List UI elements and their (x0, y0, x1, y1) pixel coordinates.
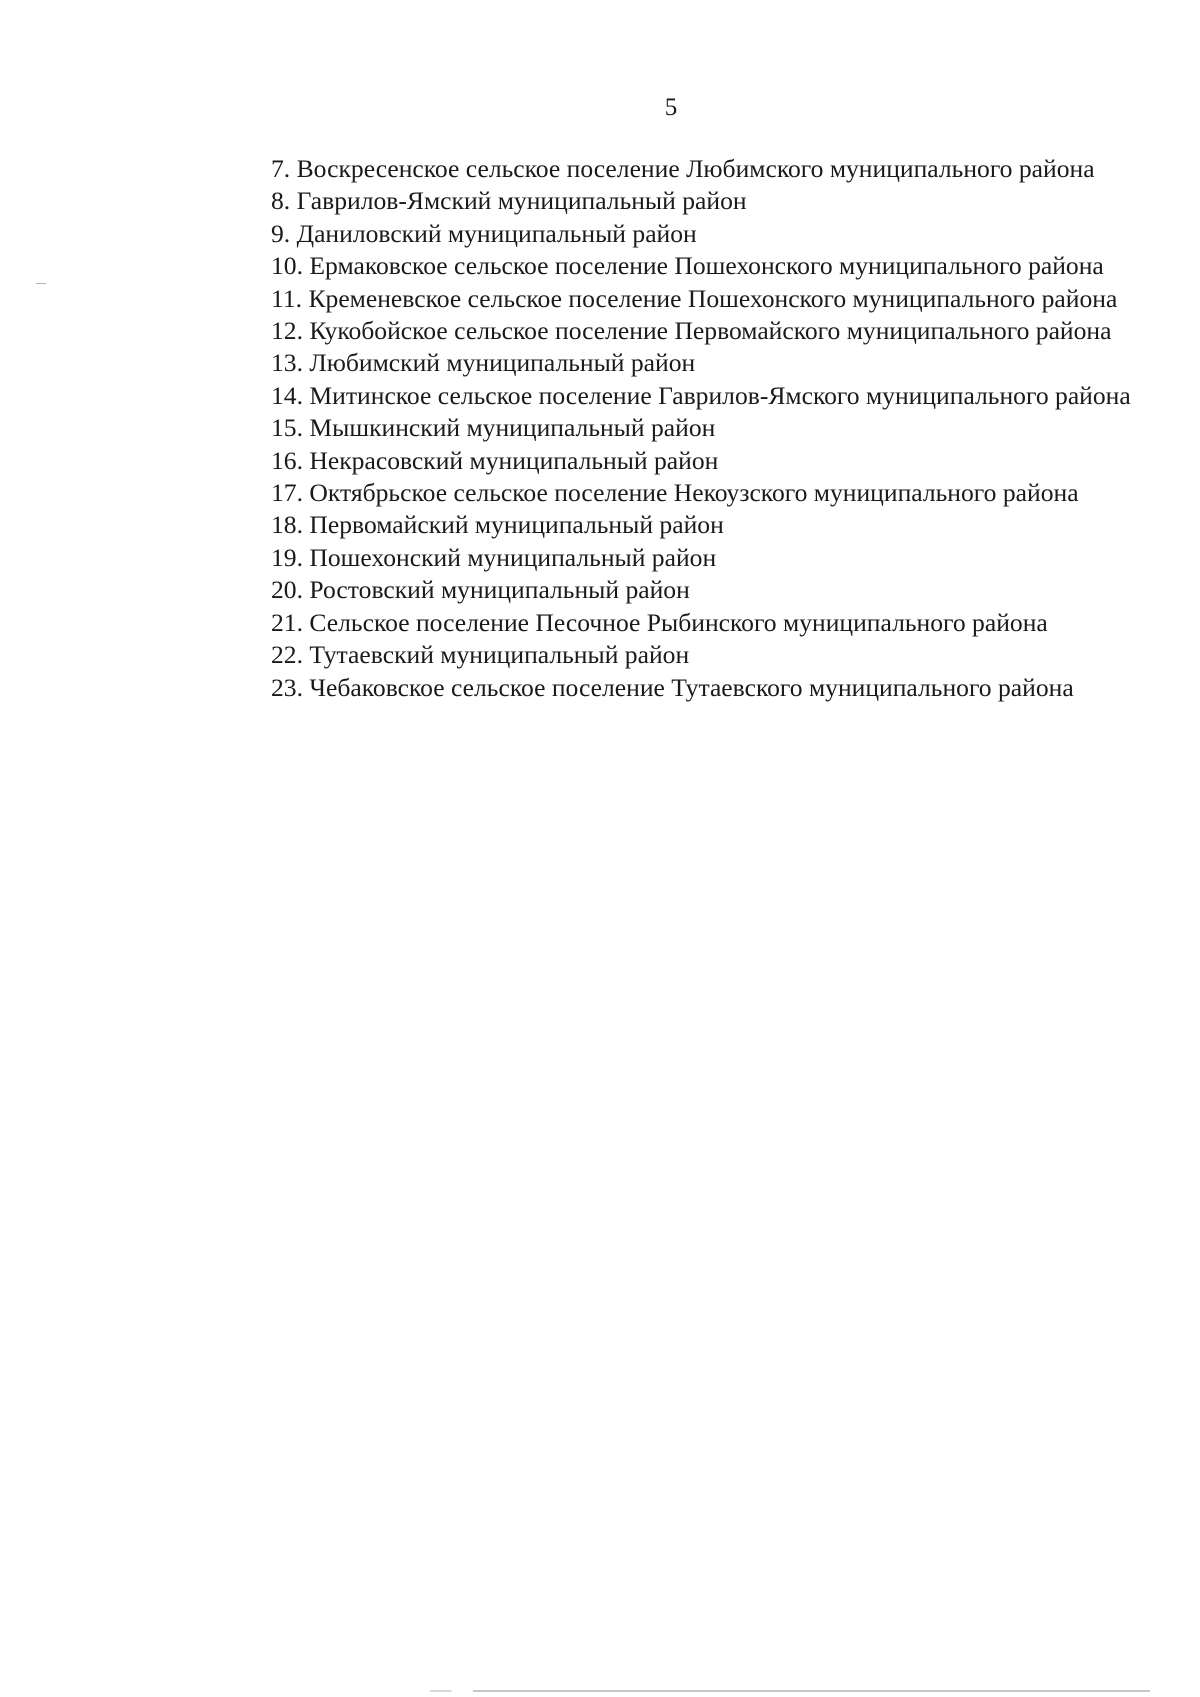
item-number: 13. (271, 348, 303, 378)
item-text: Некрасовский муниципальный район (309, 445, 719, 475)
item-text: Ростовский муниципальный район (309, 575, 690, 605)
municipality-list (197, 153, 1135, 704)
item-number: 17. (271, 478, 303, 508)
item-number: 14. (271, 380, 303, 410)
item-text: Мышкинский муниципальный район (309, 413, 716, 443)
item-text: Ермаковское сельское поселение Пошехонского муниципального района (309, 251, 1104, 281)
list-item (197, 542, 1135, 574)
item-number: 16. (271, 445, 303, 475)
page-number: 5 (664, 94, 678, 121)
item-text: Сельское поселение Песочное Рыбинского муниципального района (309, 607, 1048, 637)
item-text: Чебаковское сельское поселение Тутаевского муниципального района (309, 672, 1074, 702)
list-item (197, 672, 1135, 704)
item-number: 23. (271, 672, 303, 702)
item-number: 12. (271, 316, 303, 346)
item-number: 22. (271, 640, 303, 670)
item-text: Кукобойское сельское поселение Первомайского муниципального района (309, 316, 1112, 346)
item-number: 15. (271, 413, 303, 443)
list-item (197, 315, 1135, 347)
list-item (197, 250, 1135, 282)
item-text: Любимский муниципальный район (309, 348, 696, 378)
item-text: Митинское сельское поселение Гаврилов-Ямского муниципального района (309, 380, 1131, 410)
item-number: 21. (271, 607, 303, 637)
item-text: Октябрьское сельское поселение Некоузского муниципального района (309, 478, 1079, 508)
scan-artifact (36, 283, 46, 284)
list-item (197, 185, 1135, 217)
item-text: Даниловский муниципальный район (296, 218, 697, 248)
list-item (197, 607, 1135, 639)
scan-artifact-bottom (430, 1690, 1150, 1692)
item-number: 20. (271, 575, 303, 605)
item-text: Гаврилов-Ямский муниципальный район (296, 186, 747, 216)
list-item (197, 509, 1135, 541)
item-number: 10. (271, 251, 303, 281)
list-item (197, 477, 1135, 509)
list-item (197, 153, 1135, 185)
item-number: 19. (271, 542, 303, 572)
list-item (197, 412, 1135, 444)
list-item (197, 218, 1135, 250)
item-number: 8. (271, 186, 291, 216)
item-number: 18. (271, 510, 303, 540)
item-text: Пошехонский муниципальный район (309, 542, 717, 572)
item-number: 9. (271, 218, 291, 248)
list-item (197, 380, 1135, 412)
list-item (197, 445, 1135, 477)
item-text: Воскресенское сельское поселение Любимского муниципального района (296, 154, 1095, 183)
list-item (197, 283, 1135, 315)
list-item (197, 574, 1135, 606)
item-number: 11. (271, 283, 303, 313)
item-text: Первомайский муниципальный район (309, 510, 724, 540)
item-number: 7. (271, 154, 291, 183)
list-item (197, 639, 1135, 671)
item-text: Кременевское сельское поселение Пошехонского муниципального района (308, 283, 1118, 313)
item-text: Тутаевский муниципальный район (309, 640, 690, 670)
list-item (197, 347, 1135, 379)
